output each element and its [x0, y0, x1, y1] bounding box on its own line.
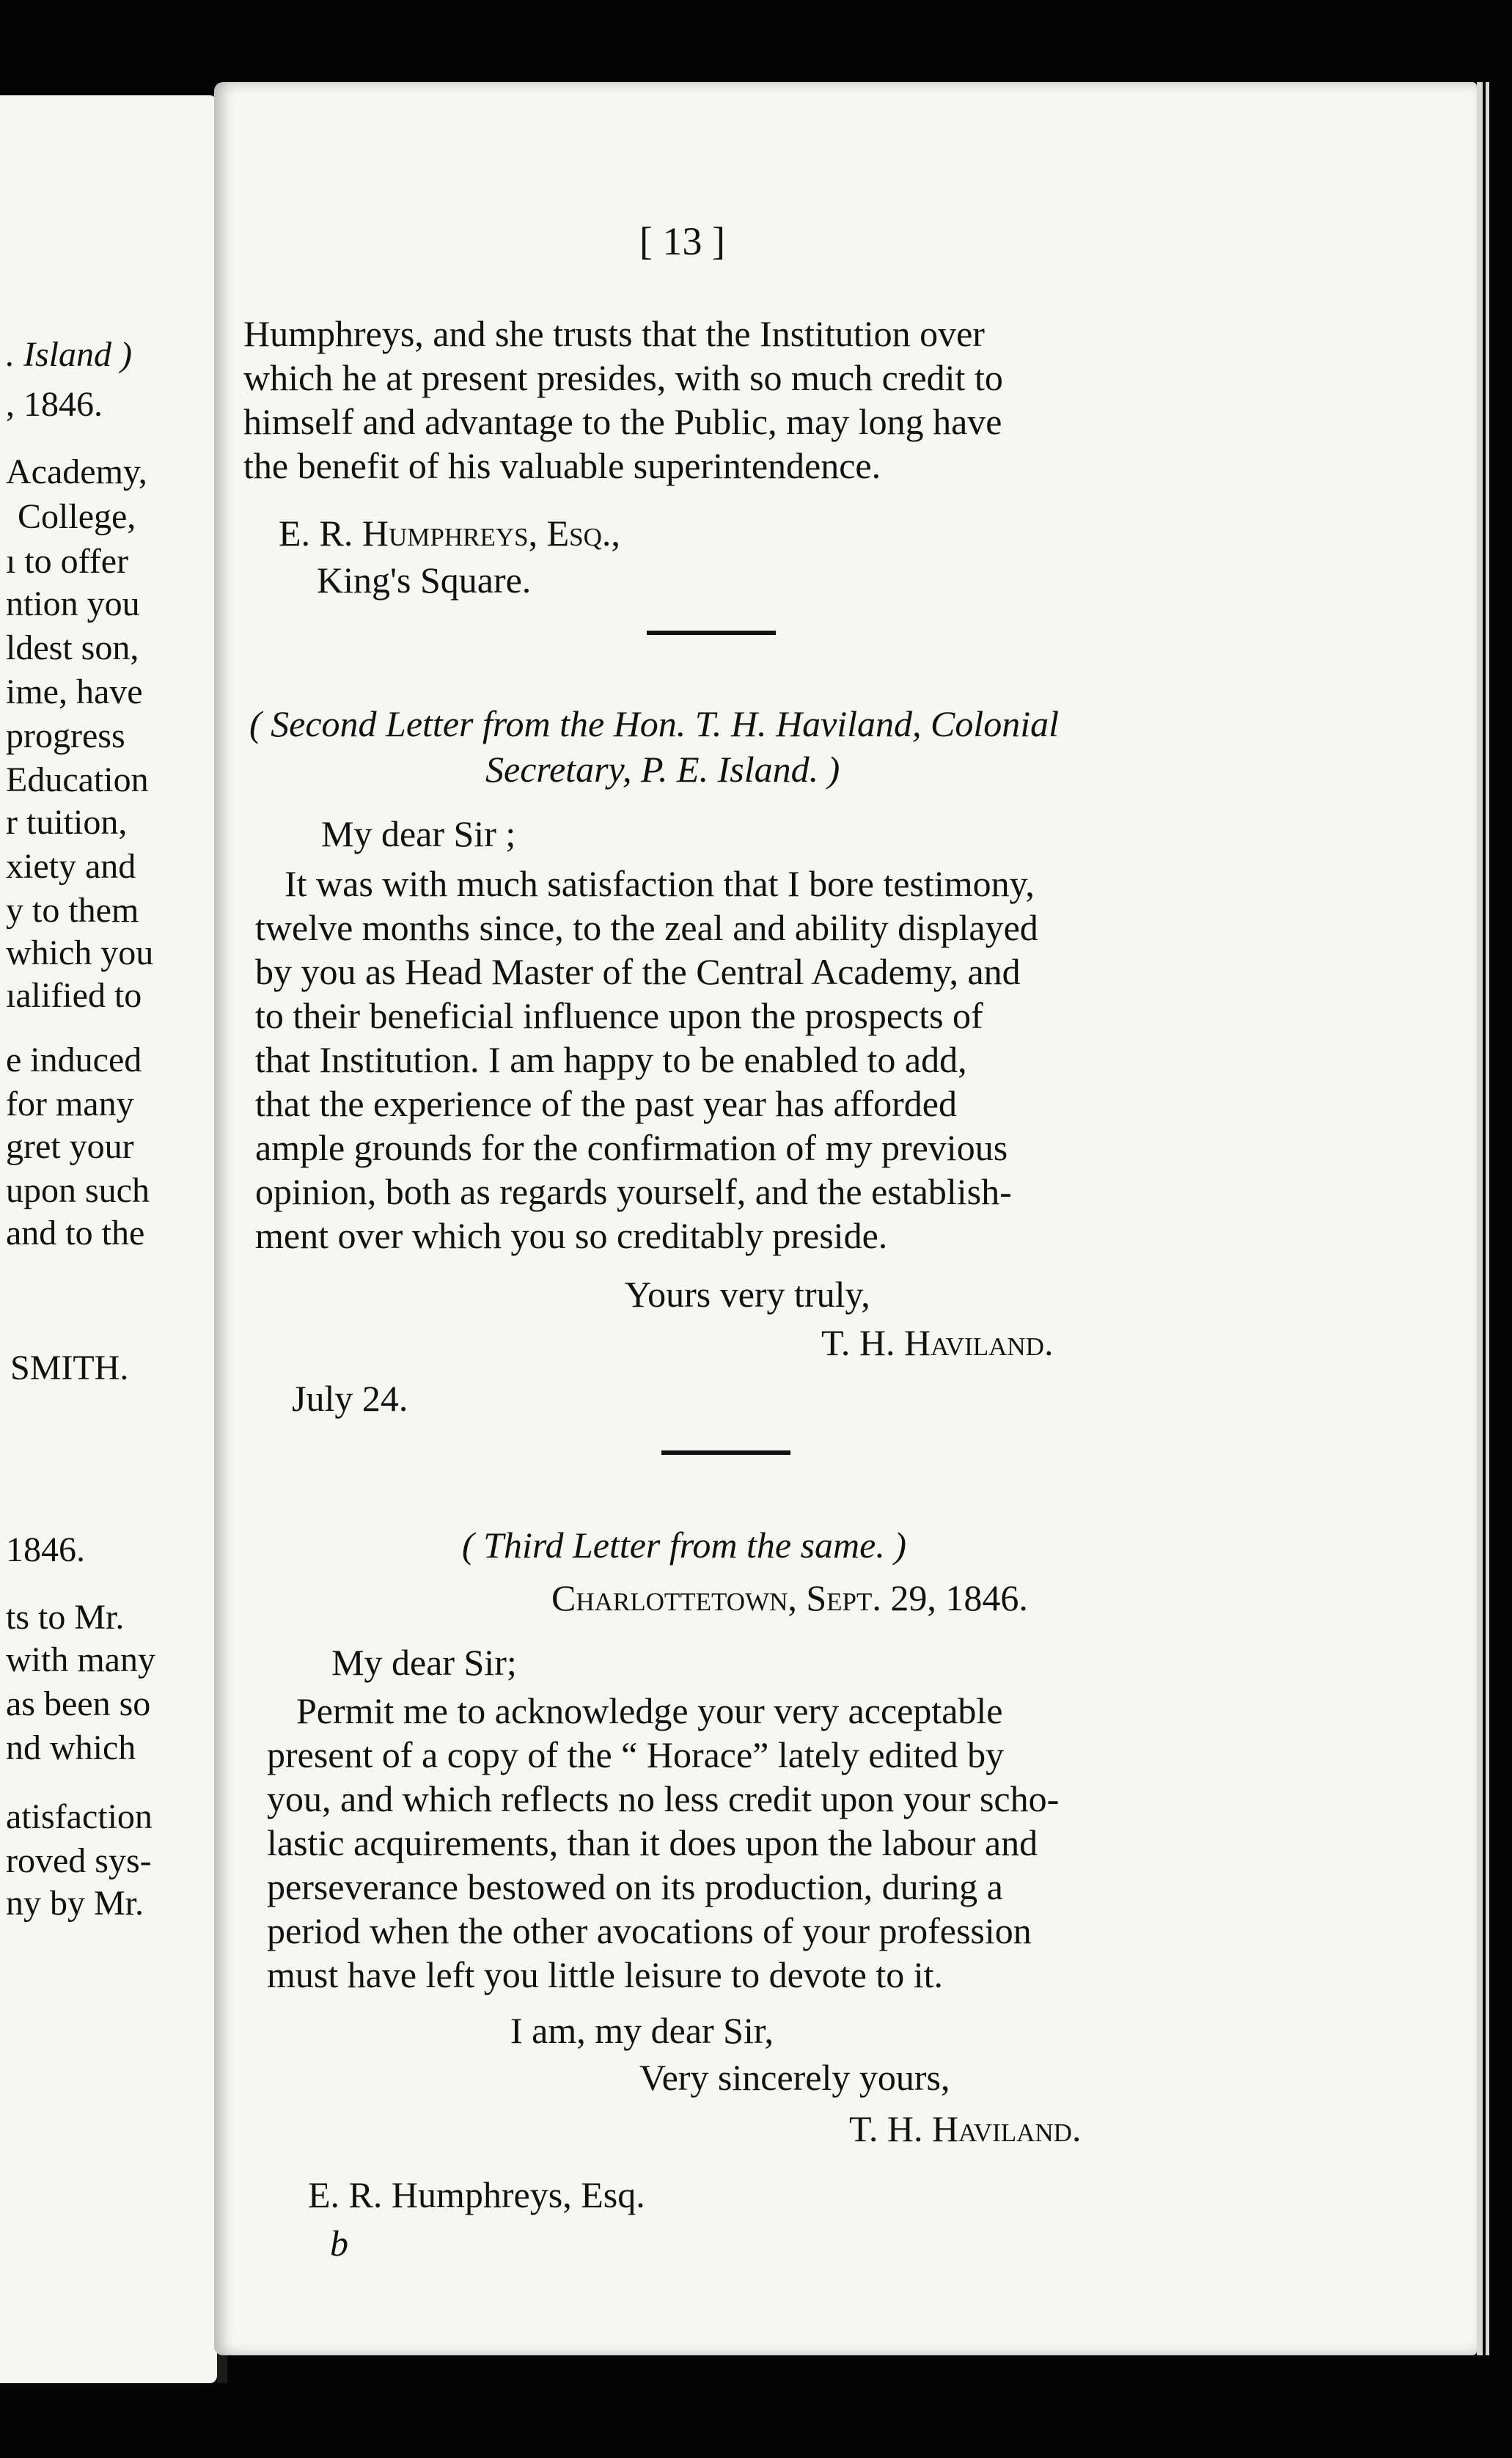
body-line: that the experience of the past year has afforded [255, 1083, 957, 1124]
body-line: period when the other avocations of your profession [267, 1910, 1032, 1951]
left-line: ı to offer [6, 542, 129, 581]
main-page [214, 82, 1477, 2355]
address: King's Square. [317, 560, 532, 601]
left-line: with many [6, 1640, 155, 1679]
addressee: E. R. Humphreys, Esq. [308, 2174, 645, 2215]
body-line: present of a copy of the “ Horace” lately edited by [267, 1734, 1005, 1775]
left-line: 1846. [6, 1530, 85, 1569]
left-line: ldest son, [6, 628, 139, 667]
closing: Very sincerely yours, [639, 2057, 950, 2098]
section-rule [661, 1450, 790, 1455]
left-line: gret your [6, 1127, 134, 1166]
left-line: ts to Mr. [6, 1598, 125, 1637]
body-line: ment over which you so creditably preside. [255, 1215, 888, 1256]
body-line: to their beneficial influence upon the prospects of [255, 995, 983, 1036]
page-number: [ 13 ] [639, 219, 725, 263]
left-line: and to the [6, 1214, 145, 1252]
letter-heading: Secretary, P. E. Island. ) [485, 749, 840, 790]
addressee: E. R. Humphreys, Esq., [279, 513, 620, 554]
letter-heading: ( Second Letter from the Hon. T. H. Haviland, Colonial [249, 703, 1060, 744]
letter-heading: ( Third Letter from the same. ) [462, 1525, 906, 1566]
left-line: r tuition, [6, 803, 128, 842]
left-line: ny by Mr. [6, 1884, 144, 1923]
body-line: ample grounds for the confirmation of my previous [255, 1127, 1008, 1168]
left-line: . Island ) [6, 335, 132, 374]
signature: T. H. Haviland. [821, 1322, 1054, 1363]
left-line: as been so [6, 1684, 151, 1723]
left-line: for many [6, 1085, 134, 1123]
body-line: opinion, both as regards yourself, and the establish- [255, 1171, 1012, 1212]
left-line: ıalified to [6, 976, 142, 1015]
left-line: nd which [6, 1728, 136, 1767]
body-line: must have left you little leisure to devote to it. [267, 1954, 944, 1995]
left-line: y to them [6, 891, 139, 930]
letter-date: July 24. [292, 1378, 408, 1419]
left-line: atisfaction [6, 1797, 153, 1836]
left-line: upon such [6, 1171, 150, 1210]
left-line: Academy, [6, 452, 147, 491]
body-line: lastic acquirements, than it does upon the labour and [267, 1822, 1038, 1863]
signature: T. H. Haviland. [849, 2108, 1082, 2149]
facing-page [0, 95, 217, 2383]
body-line: It was with much satisfaction that I bore testimony, [285, 863, 1035, 904]
left-line: College, [18, 497, 136, 536]
left-line: SMITH. [10, 1349, 129, 1387]
section-rule [647, 631, 776, 635]
body-line: perseverance bestowed on its production, during a [267, 1866, 1003, 1907]
left-line: Education [6, 760, 149, 799]
body-line: by you as Head Master of the Central Academy, and [255, 951, 1021, 992]
body-line: Permit me to acknowledge your very acceptable [296, 1690, 1003, 1731]
page-edge [1477, 82, 1483, 2355]
salutation: My dear Sir; [331, 1642, 517, 1683]
signature-mark: b [330, 2223, 348, 2264]
body-line: that Institution. I am happy to be enabled to add, [255, 1039, 967, 1080]
closing: I am, my dear Sir, [510, 2010, 774, 2051]
salutation: My dear Sir ; [321, 813, 516, 854]
dateline: Charlottetown, Sept. 29, 1846. [551, 1577, 1028, 1618]
closing: Yours very truly, [625, 1274, 870, 1315]
body-line: Humphreys, and she trusts that the Institution over [243, 313, 985, 354]
body-line: you, and which reflects no less credit upon your scho- [267, 1778, 1060, 1819]
body-line: which he at present presides, with so much credit to [243, 357, 1003, 398]
left-line: roved sys- [6, 1841, 152, 1880]
body-line: the benefit of his valuable superintendence. [243, 445, 881, 486]
left-line: , 1846. [6, 385, 103, 424]
page-edge [1486, 82, 1489, 2355]
body-line: twelve months since, to the zeal and ability displayed [255, 907, 1038, 948]
left-line: e induced [6, 1041, 142, 1079]
left-line: ntion you [6, 584, 140, 623]
body-line: himself and advantage to the Public, may long have [243, 401, 1002, 442]
left-line: ime, have [6, 672, 143, 711]
left-line: progress [6, 716, 125, 755]
left-line: xiety and [6, 847, 136, 886]
left-line: which you [6, 933, 154, 972]
